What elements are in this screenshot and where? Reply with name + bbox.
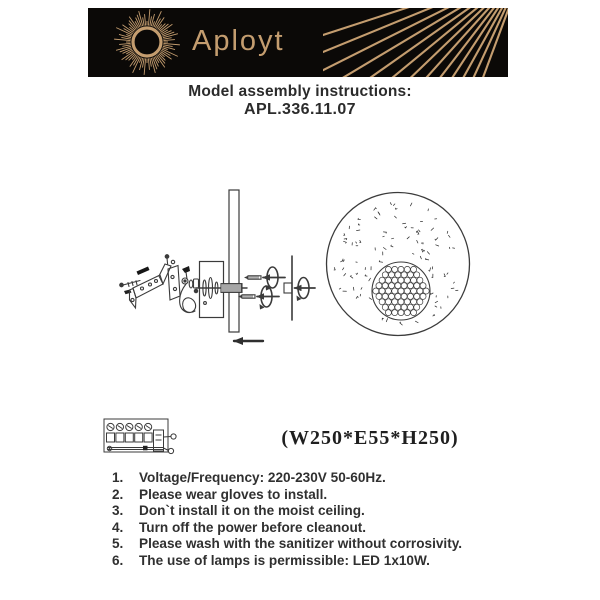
instruction-text: Voltage/Frequency: 220-230V 50-60Hz. xyxy=(139,470,386,485)
brand-header xyxy=(88,8,508,77)
rays-fan-icon xyxy=(323,8,508,77)
assembly-diagram xyxy=(90,150,510,360)
instruction-number: 4. xyxy=(112,519,124,535)
instruction-text: Turn off the power before cleanout. xyxy=(139,519,367,535)
lamp-front-view-drawing xyxy=(327,193,470,336)
instruction-item xyxy=(112,503,462,520)
instruction-item xyxy=(112,520,462,537)
instruction-text: The use of lamps is permissible: LED 1x10W. xyxy=(139,552,430,568)
instructions-list xyxy=(112,470,462,570)
texture-speckles xyxy=(334,203,458,325)
honeycomb-led-panel xyxy=(373,266,429,315)
wall-bracket-drawing xyxy=(120,255,180,308)
page-title: Model assembly instructions: xyxy=(188,83,412,100)
instruction-text: Please wash with the sanitizer without corrosivity. xyxy=(139,536,463,552)
instruction-number: 6. xyxy=(112,552,124,568)
instruction-item xyxy=(112,553,462,570)
instruction-number: 3. xyxy=(112,503,124,519)
hanger-wires-drawing xyxy=(180,266,199,313)
instruction-item xyxy=(112,536,462,553)
lamp-side-view-drawing xyxy=(284,256,315,320)
instruction-number: 2. xyxy=(112,486,124,502)
instruction-text: Please wear gloves to install. xyxy=(139,486,328,502)
terminal-block-diagram xyxy=(100,413,185,459)
wall-panel-drawing xyxy=(229,190,239,332)
brand-wordmark: Aployt xyxy=(192,25,285,57)
starburst-logo-icon xyxy=(112,8,182,77)
dimensions-label: (W250*E55*H250) xyxy=(281,427,459,449)
instruction-number: 5. xyxy=(112,536,124,552)
instruction-item xyxy=(112,487,462,504)
model-number: APL.336.11.07 xyxy=(244,101,356,118)
instruction-number: 1. xyxy=(112,470,124,485)
instruction-item xyxy=(112,470,462,487)
instruction-text: Don`t install it on the moist ceiling. xyxy=(139,503,365,519)
